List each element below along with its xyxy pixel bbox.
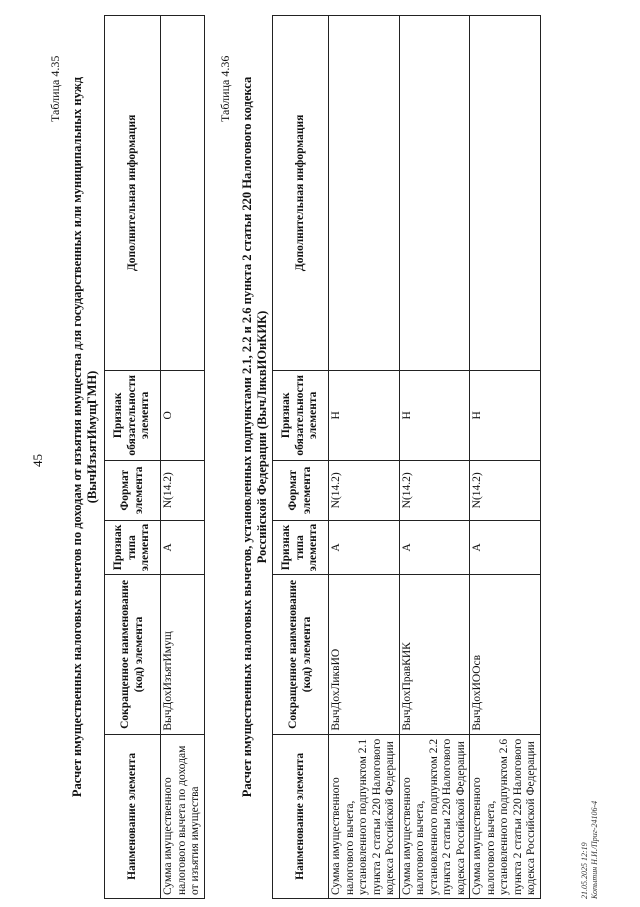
table-title-line1: Расчет имущественных налоговых вычетов, установленных подпунктами 2.1, 2.2 и 2.6 пункта 2 статьи 220 Налогового кодекса [240,76,254,798]
table-number-4-35: Таблица 4.35 [48,55,62,122]
header-cell: Формат элемента [273,460,329,520]
cell-required: Н [470,370,541,460]
table-row [399,16,470,899]
cell-element-code: ВычДохПравКИК [399,575,470,734]
cell-format: N(14.2) [470,460,541,520]
header-cell: Дополнительная информация [105,16,161,371]
cell-required: Н [329,370,400,460]
cell-element-name: Сумма имущественного налогового вычета, установленного подпунктом 2.1 пункта 2 статьи 220 Налогового кодекса Российской Федерации [329,734,400,898]
cell-format: N(14.2) [329,460,400,520]
cell-type: А [399,520,470,574]
cell-type: А [161,520,205,574]
table-title-line2: (ВычИзъятИмущГМН) [85,370,99,504]
table-title-4-36 [240,7,270,867]
table-row [470,16,541,899]
cell-format: N(14.2) [399,460,470,520]
header-cell: Признак типа элемента [273,520,329,574]
cell-element-name: Сумма имущественного налогового вычета, установленного подпунктом 2.6 пункта 2 статьи 220 Налогового кодекса Российской Федерации [470,734,541,898]
table-header-row [105,16,161,899]
cell-required: Н [399,370,470,460]
cell-additional-info [161,16,205,371]
table-title-4-35 [70,7,100,867]
header-cell: Признак типа элемента [105,520,161,574]
cell-required: О [161,370,205,460]
header-cell: Признак обязательности элемента [273,370,329,460]
cell-element-name: Сумма имущественного налогового вычета, установленного подпунктом 2.2 пункта 2 статьи 220 Налогового кодекса Российской Федерации [399,734,470,898]
header-cell: Наименование элемента [105,734,161,898]
header-cell: Наименование элемента [273,734,329,898]
table-row [161,16,205,899]
table-title-line1: Расчет имущественных налоговых вычетов по доходам от изъятия имущества для государственных или муниципальных нужд [70,76,84,798]
cell-additional-info [470,16,541,371]
cell-type: А [329,520,400,574]
cell-element-code: ВычДохИООсв [470,575,541,734]
footer-author: Копытин Н.И./Приг-24106-4 [590,800,599,899]
cell-element-name: Сумма имущественного налогового вычета по доходам от изъятия имущества [161,734,205,898]
table-title-line2: Российской Федерации (ВычЛиквИОиКИК) [255,310,269,564]
table-row [329,16,400,899]
header-cell: Сокращенное наименование (код) элемента [105,575,161,735]
header-cell: Признак обязательности элемента [105,370,161,460]
table-number-4-36: Таблица 4.36 [218,55,232,122]
table-4-36 [272,15,541,899]
footer-stamp [580,801,600,899]
cell-format: N(14.2) [161,460,205,520]
table-header-row [273,16,329,899]
header-cell: Дополнительная информация [273,16,329,371]
cell-additional-info [399,16,470,371]
footer-date: 21.05.2025 12:19 [580,842,589,899]
cell-type: А [470,520,541,574]
table-4-35 [104,15,205,899]
header-cell: Формат элемента [105,460,161,520]
header-cell: Сокращенное наименование (код) элемента [273,575,329,734]
cell-additional-info [329,16,400,371]
page-number: 45 [30,454,45,467]
cell-element-code: ВычДохЛиквИО [329,575,400,734]
cell-element-code: ВычДохИзъятИмущ [161,575,205,735]
